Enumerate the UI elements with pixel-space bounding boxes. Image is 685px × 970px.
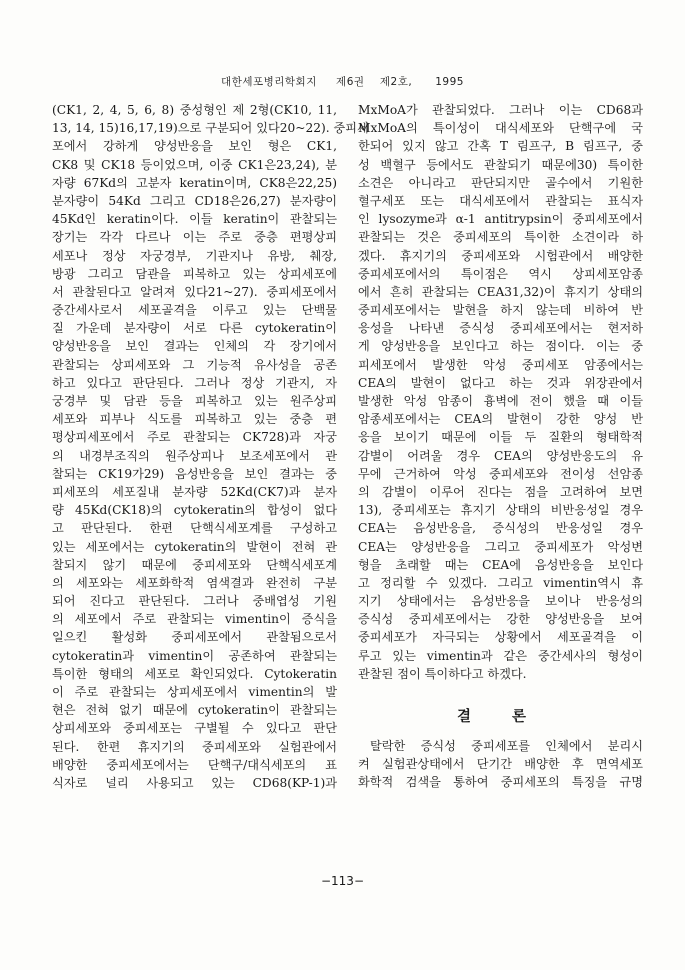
- text-line: 상피세포와 중피세포는 구별될 수 있다고 판단: [52, 721, 337, 736]
- text-line: 중피세포에서는 발현을 하지 않는데 비하여 반: [358, 303, 643, 318]
- text-line: 중간세사로서 세포골격을 이루고 있는 단백물: [52, 303, 337, 318]
- text-line: 인 lysozyme과 α-1 antitrypsin이 중피세포에서: [358, 212, 643, 227]
- text-line: 화학적 검색을 통하여 중피세포의 특징을 규명: [358, 775, 643, 790]
- text-line: 암종세포에서는 CEA의 발현이 강한 양성 반: [358, 412, 643, 427]
- text-line: 관찰된 점이 특이하다고 하겠다.: [358, 666, 527, 681]
- text-line: 감별이 어려울 경우 CEA의 양성반응도의 유: [358, 448, 643, 463]
- text-line: 성 백혈구 등에서도 관찰되기 때문에30) 특이한: [358, 157, 643, 172]
- text-line: 지기 상태에서는 음성반응을 보이나 반응성의: [358, 594, 643, 609]
- page-number: −113−: [320, 874, 364, 888]
- text-line: 일으킨 활성화 중피세포에서 관찰됨으로서: [52, 630, 337, 645]
- discussion-continued: [358, 101, 643, 683]
- issue: 제2호,: [379, 76, 413, 88]
- text-line: 평상피세포에서 주로 관찰되는 CK728)과 자궁: [52, 430, 337, 445]
- text-line: 양성반응을 보인 결과는 인체의 각 장기에서: [52, 339, 337, 354]
- text-line: 의 감별이 이루어 진다는 점을 고려하여 보면: [358, 484, 643, 499]
- text-line: 분자량이 54Kd 그리고 CD18은26,27) 분자량이: [52, 193, 337, 208]
- text-line: 질 가운데 분자량이 서로 다른 cytokeratin이: [52, 321, 337, 336]
- text-line: 45Kd인 keratin이다. 이들 keratin이 관찰되는: [52, 212, 337, 227]
- right-column: [358, 101, 643, 792]
- text-line: 켜 실험관상태에서 단기간 배양한 후 면역세포: [358, 757, 643, 772]
- text-line: 중피세포가 자극되는 상황에서 세포골격을 이: [358, 630, 643, 645]
- text-line: 중피세포에서의 특이점은 역시 상피세포암종: [358, 266, 643, 281]
- text-line: 고 정리할 수 있겠다. 그리고 vimentin역시 휴: [358, 575, 643, 590]
- text-line: 장기는 각각 다르나 이는 주로 중층 편평상피: [52, 230, 337, 245]
- text-line: 13, 14, 15)16,17,19)으로 구분되어 있다20~22). 중피세: [52, 121, 369, 136]
- text-line: 하고 있다고 판단된다. 그러나 정상 기관지, 자: [52, 375, 337, 390]
- text-line: 찰되지 않기 때문에 중피세포와 단핵식세포계: [52, 557, 337, 572]
- text-line: 있는 세포에서는 cytokeratin의 발현이 전혀 관: [52, 539, 337, 554]
- text-line: CEA는 양성반응을 그리고 중피세포가 악성변: [358, 539, 643, 554]
- text-line: 현은 전혀 없기 때문에 cytokeratin이 관찰되는: [52, 703, 337, 718]
- text-line: 무에 근거하여 악성 중피세포와 전이성 선암종: [358, 466, 643, 481]
- text-line: 의 세포에서 주로 관찰되는 vimentin이 증식을: [52, 612, 337, 627]
- text-line: CEA는 음성반응을, 증식성의 반응성일 경우: [358, 521, 643, 536]
- text-line: 겠다. 휴지기의 중피세포와 시험관에서 배양한: [358, 248, 643, 263]
- text-line: 의 세포와는 세포화학적 염색결과 완전히 구분: [52, 575, 337, 590]
- text-line: 이 주로 관찰되는 상피세포에서 vimentin의 발: [52, 685, 337, 699]
- text-line: 세포와 피부나 식도를 피복하고 있는 중층 편: [52, 412, 337, 427]
- text-line: CEA의 발현이 없다고 하는 것과 위장관에서: [358, 375, 643, 390]
- text-line: (CK1, 2, 4, 5, 6, 8) 중성형인 제 2형(CK10, 11,: [52, 103, 337, 117]
- text-line: 식자로 널리 사용되고 있는 CD68(KP-1)과: [52, 775, 337, 790]
- text-line: 관찰되는 것은 중피세포의 특이한 소견이라 하: [358, 230, 643, 245]
- text-line: 피세포에서 발생한 악성 중피세포 암종에서는: [358, 357, 643, 372]
- text-line: 응을 보이기 때문에 이들 두 질환의 형태학적: [358, 430, 643, 445]
- text-line: 되어 진다고 판단된다. 그러나 중배엽성 기원: [52, 594, 337, 609]
- text-line: 루고 있는 vimentin과 같은 중간세사의 형성이: [358, 648, 643, 663]
- text-line: 포에서 강하게 양성반응을 보인 형은 CK1,: [52, 139, 337, 154]
- text-line: 관찰되는 상피세포와 그 기능적 유사성을 공존: [52, 357, 337, 372]
- text-line: 피세포의 세포질내 분자량 52Kd(CK7)과 분자: [52, 484, 337, 499]
- text-line: 된다. 한편 휴지기의 중피세포와 실험관에서: [52, 739, 337, 754]
- text-line: 에서 흔히 관찰되는 CEA31,32)이 휴지기 상태의: [358, 284, 643, 299]
- text-line: 서 관찰된다고 알려져 있다21~27). 중피세포에서: [52, 284, 337, 299]
- text-line: cytokeratin과 vimentin이 공존하여 관찰되는: [52, 648, 337, 663]
- text-line: 의 내경부조직의 원주상피나 보조세포에서 관: [52, 448, 337, 463]
- text-line: 량 45Kd(CK18)의 cytokeratin의 합성이 없다: [52, 503, 337, 518]
- volume: 제6권: [336, 76, 365, 88]
- section-title-conclusion: 결 론: [456, 709, 545, 725]
- text-line: 자량 67Kd의 고분자 keratin이며, CK8은22,25): [52, 175, 337, 190]
- left-column: [52, 101, 369, 792]
- text-line: MxMoA가 관찰되었다. 그러나 이는 CD68과: [358, 103, 643, 117]
- text-line: 세포나 정상 자궁경부, 기관지나 유방, 췌장,: [52, 248, 337, 263]
- text-line: 13), 중피세포는 휴지기 상태의 비반응성일 경우: [358, 503, 643, 518]
- text-line: 방광 그리고 담관을 피복하고 있는 상피세포에: [52, 266, 337, 281]
- text-line: 형을 초래할 때는 CEA에 음성반응을 보인다: [358, 557, 643, 572]
- text-line: CK8 및 CK18 등이었으며, 이중 CK1은23,24), 분: [52, 157, 337, 172]
- conclusion-paragraph: [358, 737, 643, 792]
- text-line: 궁경부 및 담관 등을 피복하고 있는 원주상피: [52, 394, 337, 408]
- text-line: 소견은 아니라고 판단되지만 골수에서 기원한: [358, 175, 643, 190]
- running-header: [0, 74, 685, 89]
- text-line: 찰되는 CK19가29) 음성반응을 보인 결과는 중: [52, 466, 337, 481]
- journal-name: 대한세포병리학회지: [221, 76, 317, 88]
- text-line: 고 판단된다. 한편 단핵식세포계를 구성하고: [52, 521, 337, 536]
- text-line: 한되어 있지 않고 간혹 T 림프구, B 림프구, 중: [358, 139, 643, 154]
- text-line: 응성을 나타낸 증식성 중피세포에서는 현저하: [358, 321, 643, 336]
- year: 1995: [435, 76, 464, 88]
- text-line: 탈락한 증식성 중피세포를 인체에서 분리시: [370, 739, 643, 753]
- text-line: 특이한 형태의 세포로 확인되었다. Cytokeratin: [52, 666, 337, 681]
- text-line: 혈구세포 또는 대식세포에서 관찰되는 표식자: [358, 193, 643, 208]
- text-line: 증식성 중피세포에서는 강한 양성반응을 보여: [358, 612, 643, 627]
- text-line: 배양한 중피세포에서는 단핵구/대식세포의 표: [52, 757, 337, 772]
- text-line: 게 양성반응을 보인다고 하는 점이다. 이는 중: [358, 339, 643, 354]
- text-line: 발생한 악성 암종이 흉벽에 전이 했을 때 이들: [358, 394, 643, 408]
- text-line: MxMoA의 특이성이 대식세포와 단핵구에 국: [358, 121, 643, 136]
